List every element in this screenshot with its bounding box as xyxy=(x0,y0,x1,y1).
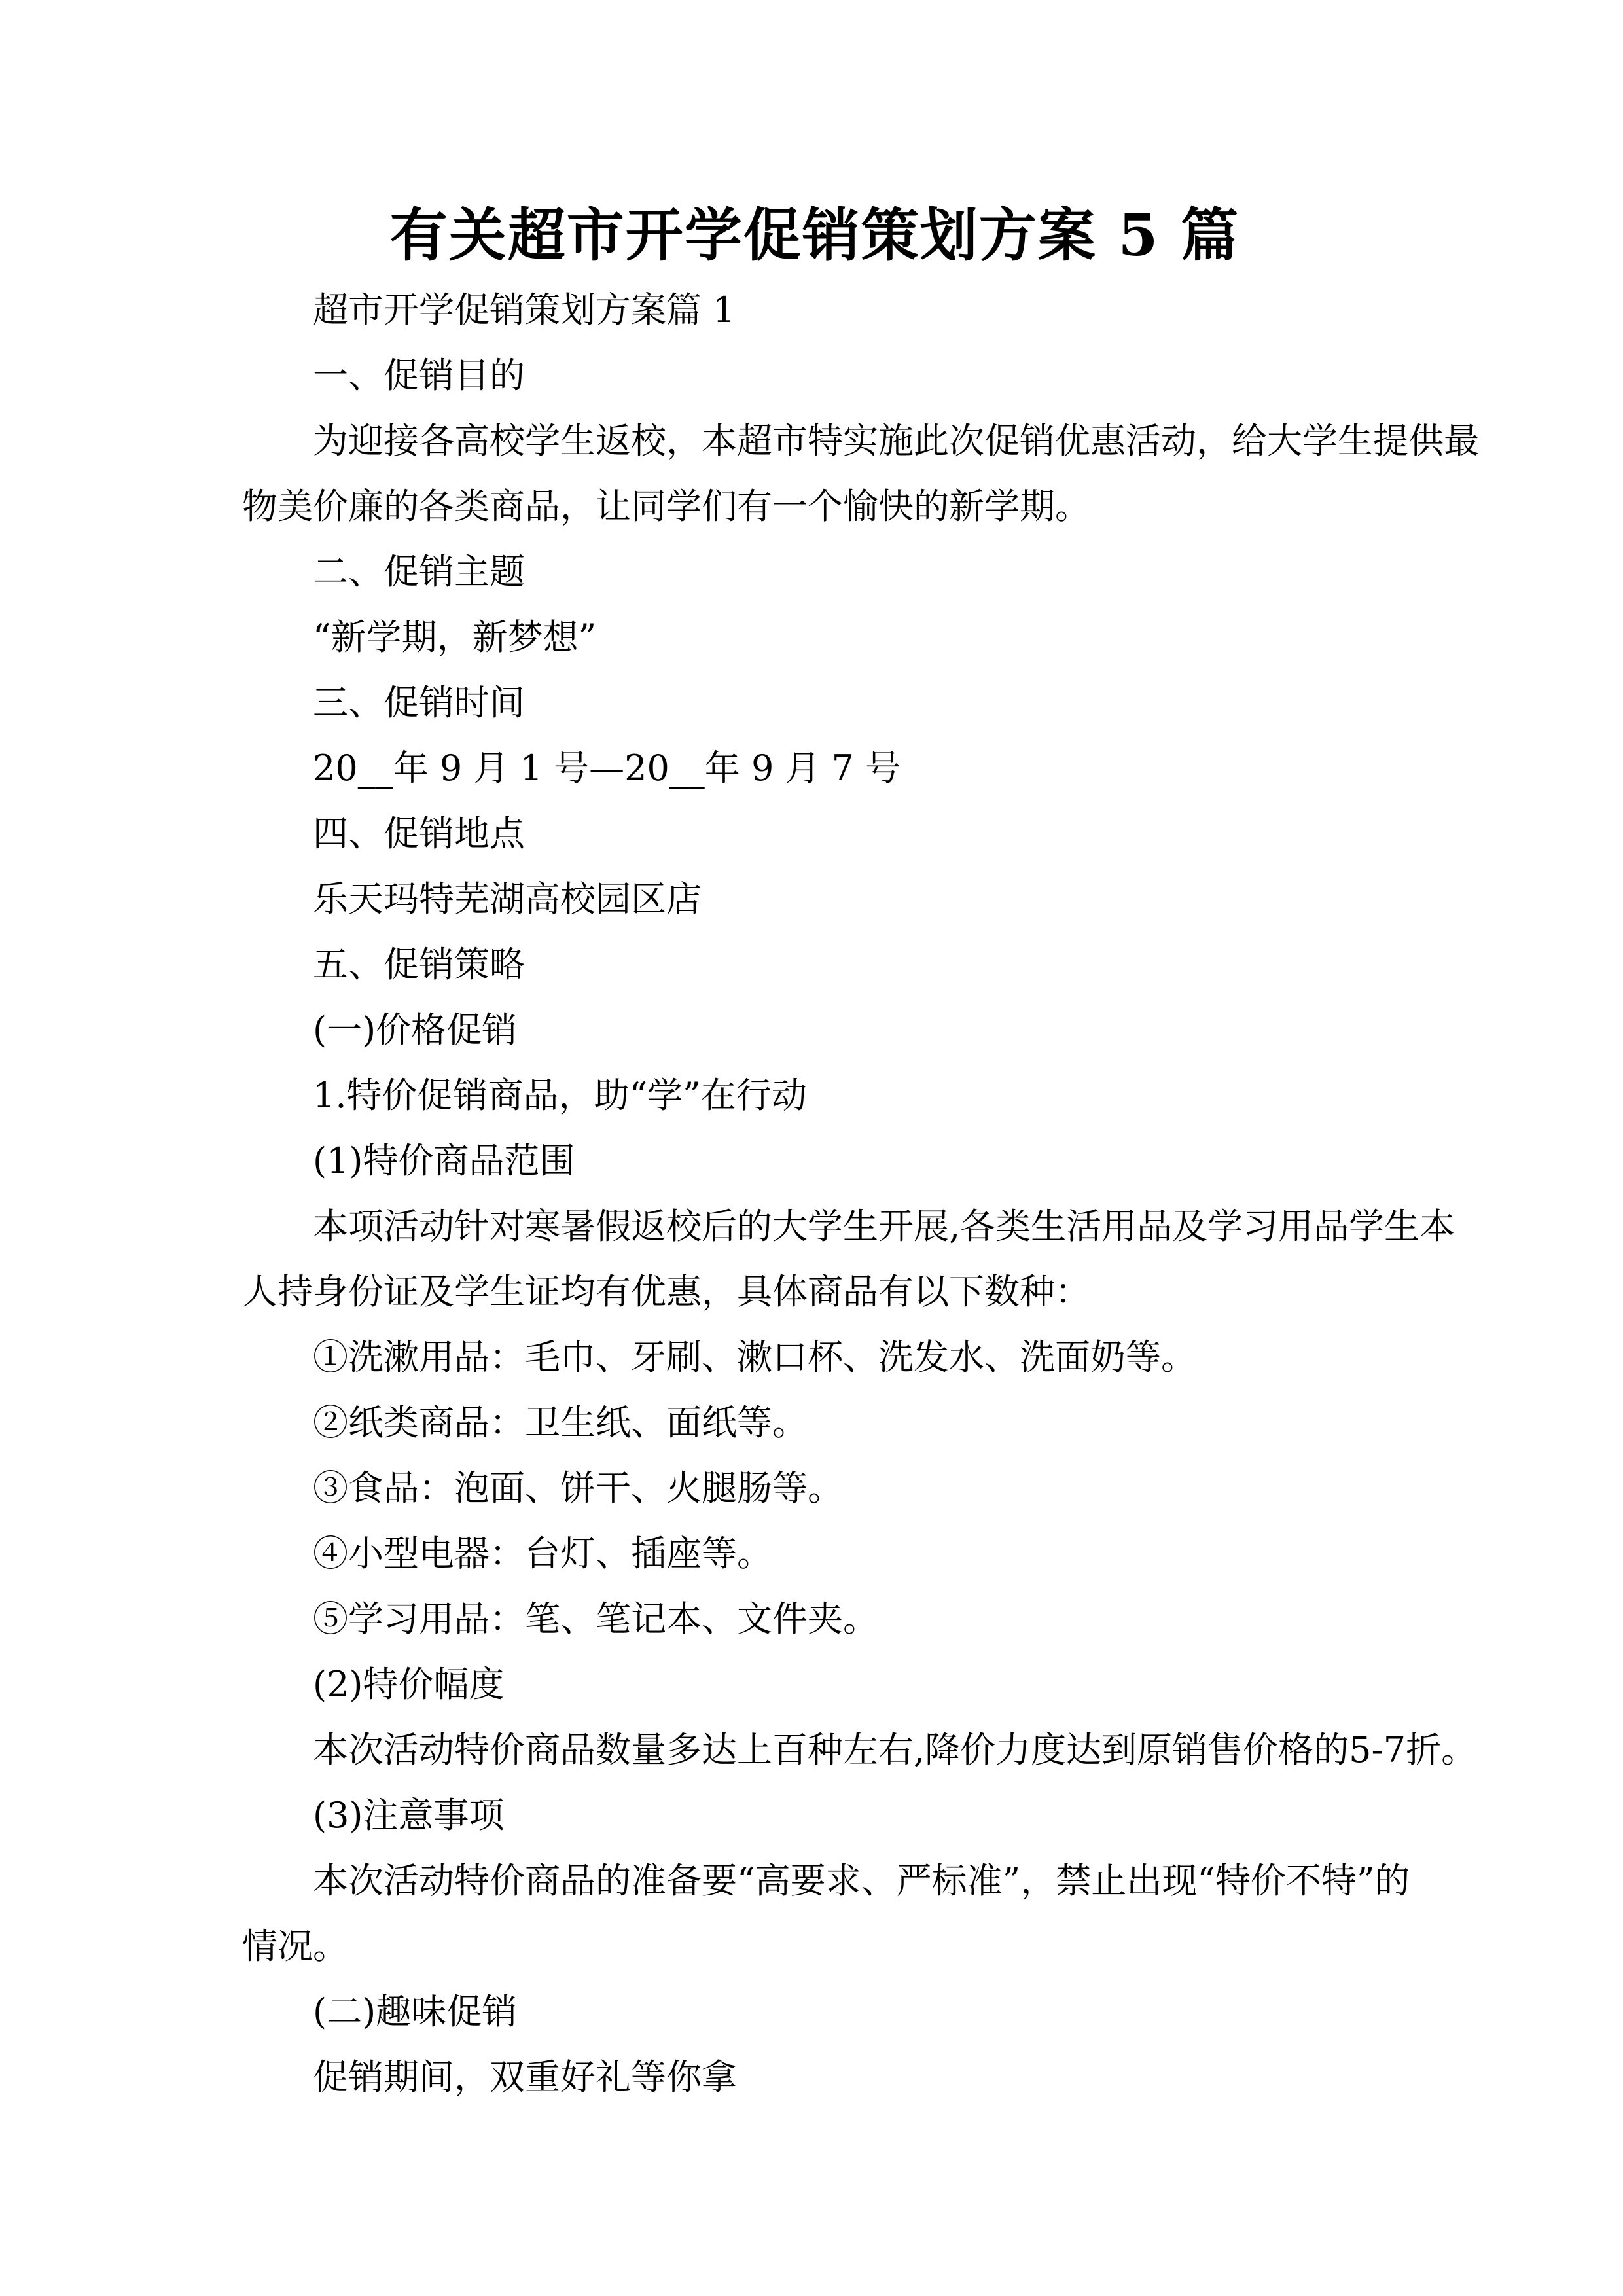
paragraph-line: ④小型电器：台灯、插座等。 xyxy=(313,1533,772,1574)
paragraph-line: ②纸类商品：卫生纸、面纸等。 xyxy=(313,1402,808,1443)
paragraph-line: (1)特价商品范围 xyxy=(313,1140,575,1181)
paragraph-line: (2)特价幅度 xyxy=(313,1664,505,1705)
paragraph-line: 超市开学促销策划方案篇 1 xyxy=(313,289,736,331)
paragraph-line: (二)趣味促销 xyxy=(313,1991,518,2032)
paragraph-line: ③食品：泡面、饼干、火腿肠等。 xyxy=(313,1467,843,1509)
paragraph-line: 二、促销主题 xyxy=(313,551,525,592)
paragraph-line: (3)注意事项 xyxy=(313,1795,505,1836)
paragraph-line: 一、促销目的 xyxy=(313,355,525,396)
paragraph-line: 为迎接各高校学生返校，本超市特实施此次促销优惠活动，给大学生提供最 xyxy=(313,420,1479,461)
paragraph-line: 五、促销策略 xyxy=(313,944,525,985)
paragraph-line: 本次活动特价商品的准备要“高要求、严标准”，禁止出现“特价不特”的 xyxy=(313,1860,1410,1901)
paragraph-line: ①洗漱用品：毛巾、牙刷、漱口杯、洗发水、洗面奶等。 xyxy=(313,1336,1196,1378)
paragraph-line: 乐天玛特芜湖高校园区店 xyxy=(313,878,702,920)
document-body xyxy=(242,278,1479,2110)
paragraph-line: 物美价廉的各类商品，让同学们有一个愉快的新学期。 xyxy=(242,486,1090,527)
paragraph-line: 1.特价促销商品，助“学”在行动 xyxy=(313,1075,807,1116)
paragraph-line: 三、促销时间 xyxy=(313,682,525,723)
paragraph-line: 20__年 9 月 1 号—20__年 9 月 7 号 xyxy=(313,747,901,789)
paragraph-line: 人持身份证及学生证均有优惠，具体商品有以下数种： xyxy=(242,1271,1090,1312)
paragraph-line: 本次活动特价商品数量多达上百种左右,降价力度达到原销售价格的5-7折。 xyxy=(313,1729,1477,1770)
paragraph-line: ⑤学习用品：笔、笔记本、文件夹。 xyxy=(313,1598,878,1640)
paragraph-line: 促销期间，双重好礼等你拿 xyxy=(313,2056,737,2098)
paragraph-line: (一)价格促销 xyxy=(313,1009,518,1050)
paragraph-line: 本项活动针对寒暑假返校后的大学生开展,各类生活用品及学习用品学生本 xyxy=(313,1206,1455,1247)
paragraph-line: “新学期，新梦想” xyxy=(313,617,597,658)
document-title: 有关超市开学促销策划方案 5 篇 xyxy=(389,201,1240,269)
paragraph-line: 情况。 xyxy=(242,1926,348,1967)
paragraph-line: 四、促销地点 xyxy=(313,813,525,854)
